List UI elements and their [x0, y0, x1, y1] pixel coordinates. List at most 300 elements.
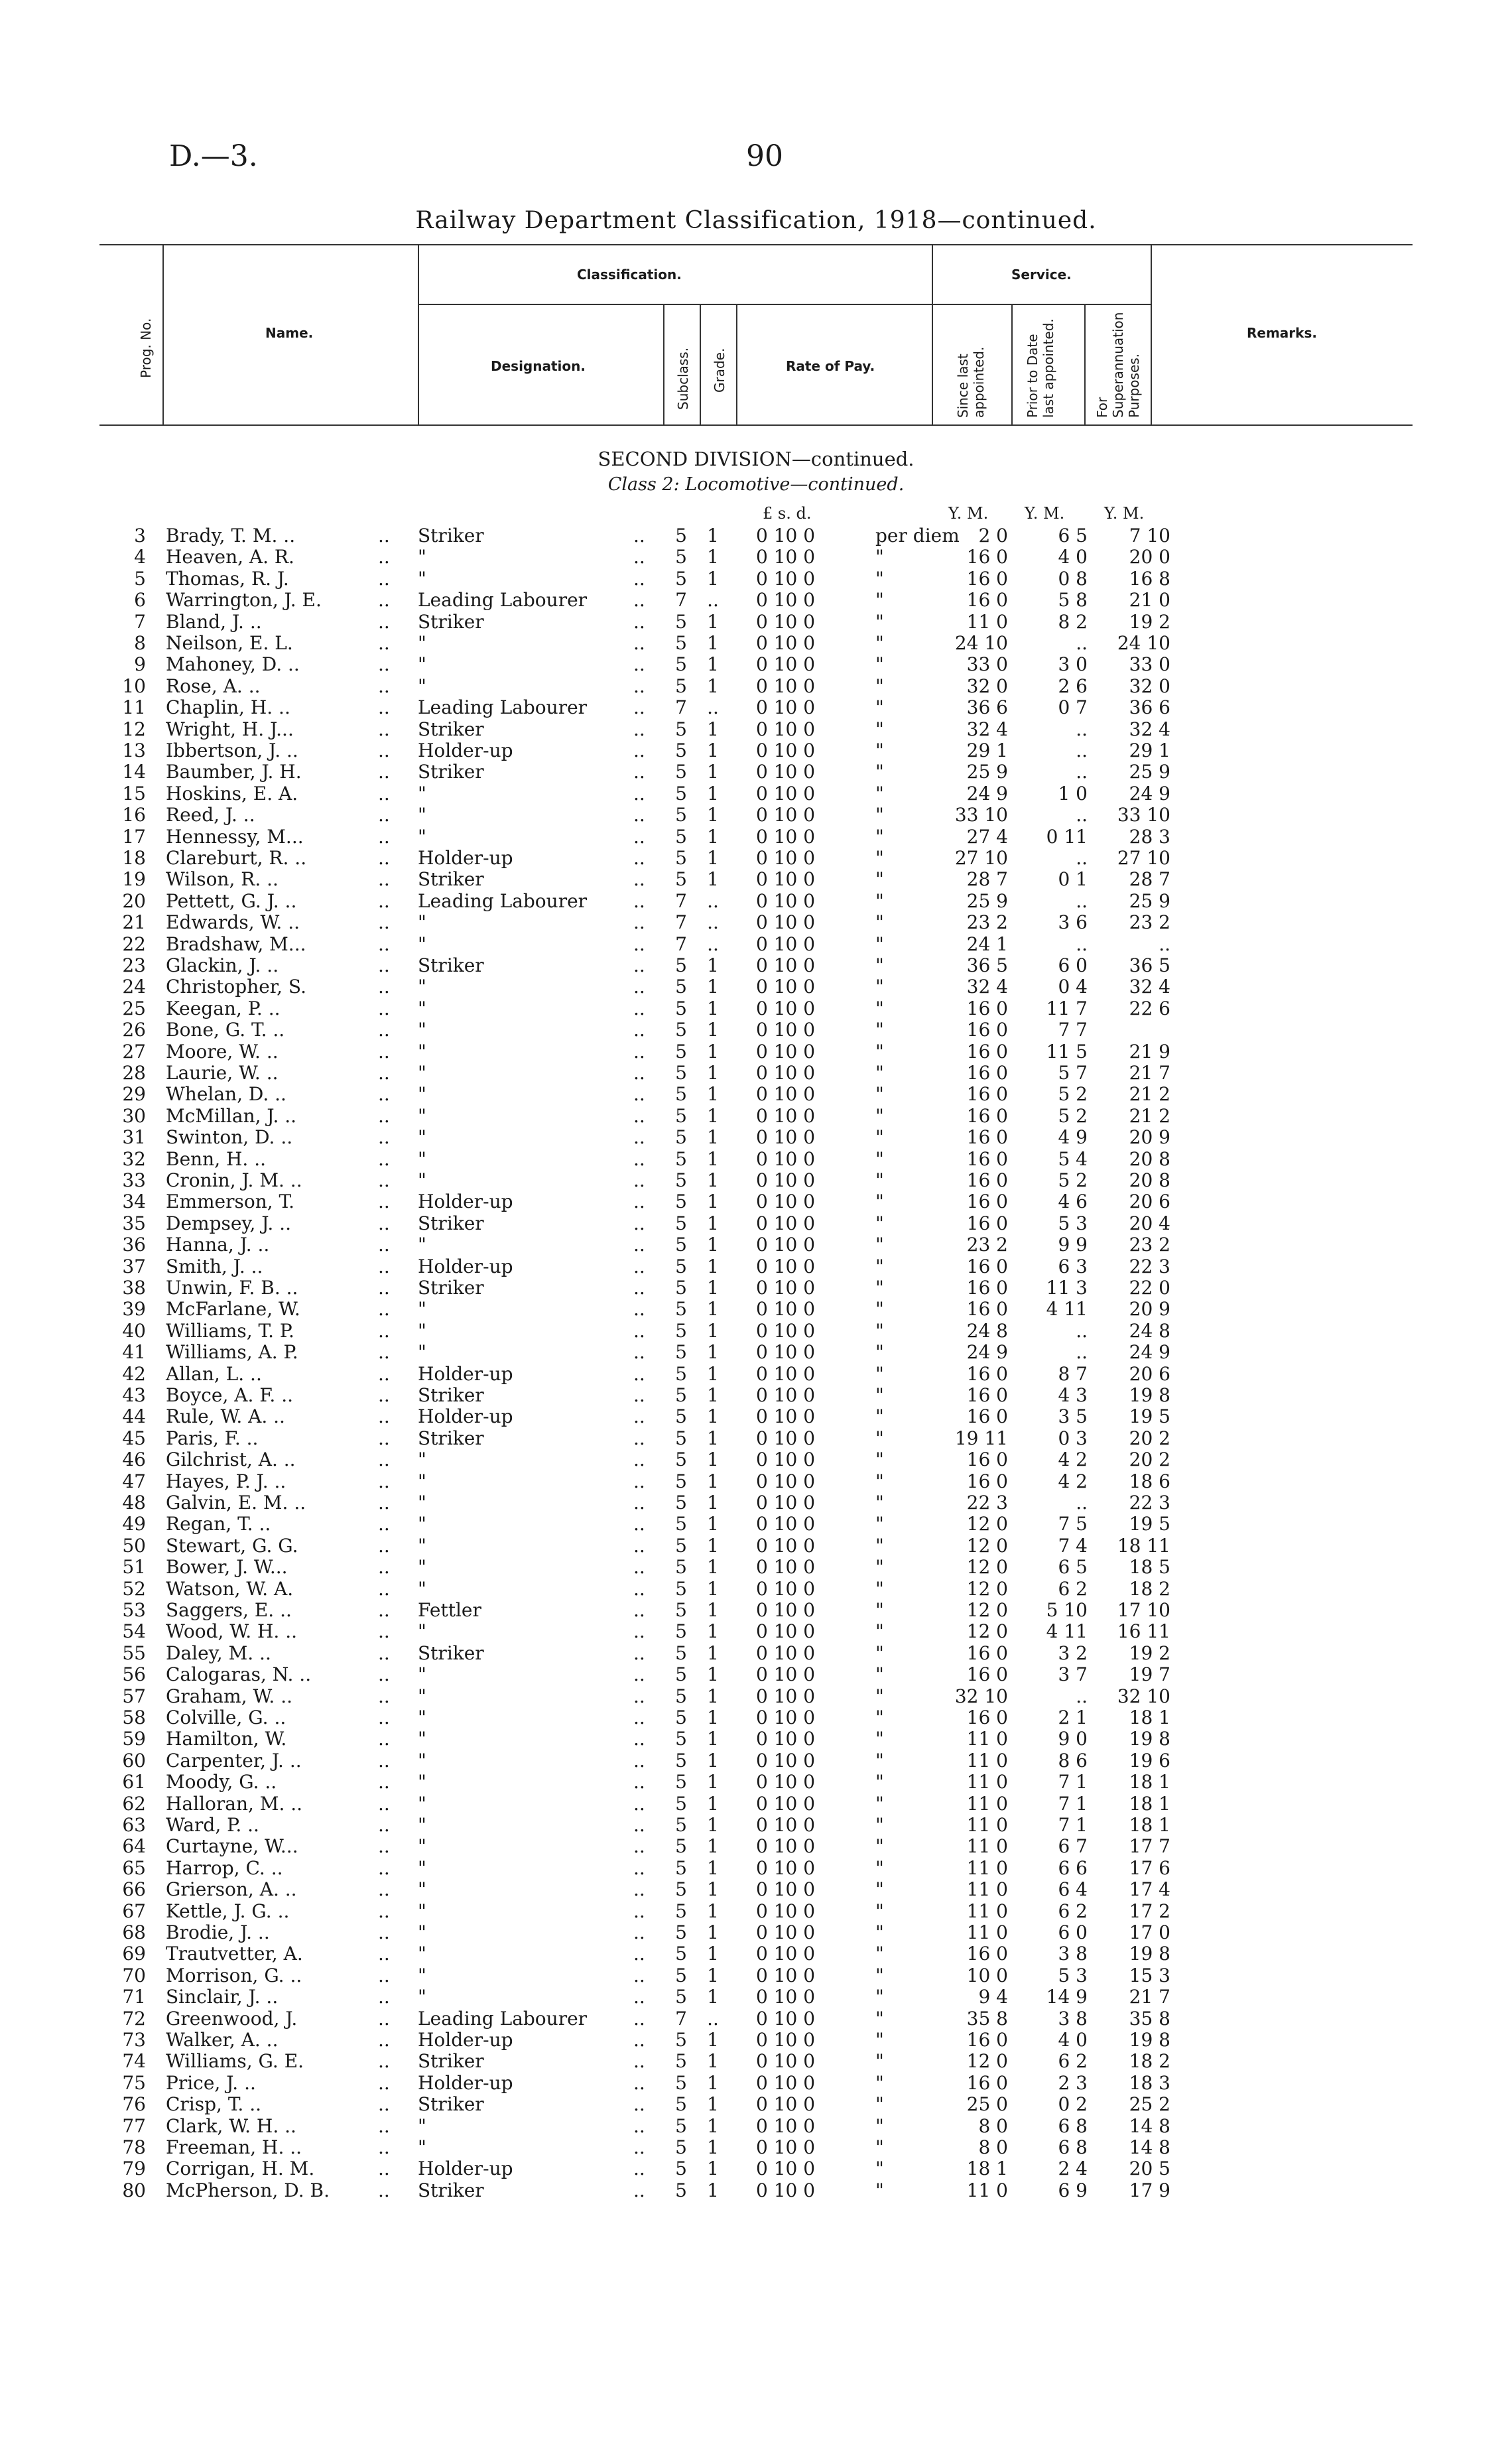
- rate-of-pay: 0 10 0: [756, 1835, 816, 1858]
- pay-period: ": [875, 1792, 884, 1815]
- service-since-last: 11 0: [966, 1921, 1008, 1943]
- subclass: 7: [675, 2007, 687, 2030]
- money-units: £ s. d.: [763, 504, 812, 523]
- service-superannuation: 36 5: [1129, 954, 1170, 976]
- table-row: [0, 955, 1512, 976]
- service-since-last: 9 4: [978, 1986, 1008, 2008]
- service-prior: 6 4: [1058, 1878, 1088, 1901]
- table-row: [0, 1793, 1512, 1815]
- table-row: [0, 976, 1512, 998]
- grade: 1: [707, 1900, 719, 1922]
- pay-period: ": [875, 1147, 884, 1170]
- leader-dots: ..: [378, 1921, 390, 1943]
- prog-number: 18: [122, 847, 146, 869]
- prog-number: 38: [122, 1277, 146, 1299]
- rate-of-pay: 0 10 0: [756, 2114, 816, 2137]
- employee-name: Neilson, E. L.: [166, 632, 293, 654]
- designation: Leading Labourer: [418, 889, 588, 912]
- employee-name: Williams, G. E.: [166, 2050, 304, 2073]
- employee-name: Moody, G. ..: [166, 1771, 277, 1793]
- designation: ": [418, 1728, 426, 1750]
- service-superannuation: 18 11: [1117, 1534, 1170, 1557]
- leader-dots: ..: [633, 889, 645, 912]
- service-prior: 5 2: [1058, 1169, 1088, 1191]
- leader-dots: ..: [378, 1707, 390, 1728]
- service-superannuation: 20 2: [1129, 1427, 1170, 1449]
- rate-of-pay: 0 10 0: [756, 1856, 816, 1879]
- pay-period: ": [875, 1104, 884, 1127]
- table-row: [0, 848, 1512, 869]
- subclass: 5: [675, 525, 687, 547]
- rate-of-pay: 0 10 0: [756, 546, 816, 568]
- pay-period: ": [875, 889, 884, 912]
- service-superannuation: 32 0: [1129, 675, 1170, 697]
- service-superannuation: 19 8: [1129, 2029, 1170, 2051]
- designation: Striker: [418, 2050, 484, 2073]
- service-superannuation: 22 3: [1129, 1492, 1170, 1514]
- service-since-last: 12 0: [966, 1556, 1008, 1579]
- service-since-last: 16 0: [966, 567, 1008, 590]
- rate-of-pay: 0 10 0: [756, 1986, 816, 2008]
- employee-name: Daley, M. ..: [166, 1642, 271, 1664]
- leader-dots: ..: [378, 1986, 390, 2008]
- prog-number: 20: [122, 889, 146, 912]
- employee-name: Heaven, A. R.: [166, 546, 294, 568]
- leader-dots: ..: [633, 1964, 645, 1986]
- designation: ": [418, 1234, 426, 1256]
- rate-of-pay: 0 10 0: [756, 2136, 816, 2158]
- table-row: [0, 1385, 1512, 1406]
- pay-period: ": [875, 1814, 884, 1836]
- rate-of-pay: 0 10 0: [756, 868, 816, 891]
- rate-of-pay: 0 10 0: [756, 889, 816, 912]
- pay-period: ": [875, 1062, 884, 1084]
- service-since-last: 16 0: [966, 1191, 1008, 1213]
- grade: 1: [707, 868, 719, 891]
- subclass: 5: [675, 1986, 687, 2008]
- leader-dots: ..: [378, 1814, 390, 1836]
- service-prior: 3 7: [1058, 1663, 1088, 1686]
- subclass: 5: [675, 675, 687, 697]
- service-since-last: 16 0: [966, 997, 1008, 1019]
- table-row: [0, 547, 1512, 568]
- rate-of-pay: 0 10 0: [756, 2029, 816, 2051]
- leader-dots: ..: [378, 1856, 390, 1879]
- service-superannuation: 35 8: [1129, 2007, 1170, 2030]
- rate-of-pay: 0 10 0: [756, 1492, 816, 1514]
- service-superannuation: 20 6: [1129, 1362, 1170, 1385]
- employee-name: Clark, W. H. ..: [166, 2114, 296, 2137]
- prog-number: 60: [122, 1749, 146, 1772]
- leader-dots: ..: [378, 1685, 390, 1707]
- rate-of-pay: 0 10 0: [756, 1341, 816, 1364]
- table-row: [0, 1686, 1512, 1707]
- service-superannuation: 25 9: [1129, 761, 1170, 783]
- pay-period: ": [875, 1986, 884, 2008]
- service-prior: 6 0: [1058, 954, 1088, 976]
- rate-of-pay: 0 10 0: [756, 632, 816, 654]
- table-row: [0, 1901, 1512, 1922]
- service-since-last: 16 0: [966, 1298, 1008, 1321]
- pay-period: ": [875, 589, 884, 612]
- leader-dots: ..: [633, 1277, 645, 1299]
- table-row: [0, 1041, 1512, 1063]
- service-superannuation: 21 7: [1129, 1986, 1170, 2008]
- pay-period: ": [875, 1405, 884, 1428]
- service-prior: 3 2: [1058, 1642, 1088, 1664]
- pay-period: ": [875, 2136, 884, 2158]
- service-prior: 3 8: [1058, 1943, 1088, 1965]
- leader-dots: ..: [633, 911, 645, 934]
- prog-number: 30: [122, 1104, 146, 1127]
- prog-number: 19: [122, 868, 146, 891]
- subclass: 5: [675, 1319, 687, 1342]
- leader-dots: ..: [378, 1040, 390, 1063]
- rate-of-pay: 0 10 0: [756, 718, 816, 740]
- grade: 1: [707, 761, 719, 783]
- table-row: [0, 1170, 1512, 1191]
- subclass: 5: [675, 1749, 687, 1772]
- grade: 1: [707, 1986, 719, 2008]
- prog-number: 66: [122, 1878, 146, 1901]
- leader-dots: ..: [378, 1405, 390, 1428]
- employee-name: Sinclair, J. ..: [166, 1986, 279, 2008]
- employee-name: Laurie, W. ..: [166, 1062, 279, 1084]
- service-prior: 4 11: [1046, 1620, 1088, 1643]
- prog-number: 48: [122, 1492, 146, 1514]
- leader-dots: ..: [633, 1685, 645, 1707]
- leader-dots: ..: [378, 2071, 390, 2094]
- col-divider: [700, 304, 701, 424]
- service-since-last: 25 0: [966, 2093, 1008, 2116]
- pay-period: ": [875, 1298, 884, 1321]
- subclass: 5: [675, 868, 687, 891]
- leader-dots: ..: [633, 1040, 645, 1063]
- service-since-last: 11 0: [966, 1835, 1008, 1858]
- subclass: 5: [675, 1234, 687, 1256]
- rate-of-pay: 0 10 0: [756, 1169, 816, 1191]
- prog-number: 52: [122, 1577, 146, 1600]
- table-row: [0, 1191, 1512, 1212]
- designation: ": [418, 1943, 426, 1965]
- designation: ": [418, 933, 426, 955]
- leader-dots: ..: [633, 1191, 645, 1213]
- pay-period: ": [875, 1470, 884, 1492]
- pay-period: ": [875, 1642, 884, 1664]
- prog-number: 43: [122, 1384, 146, 1406]
- rate-of-pay: 0 10 0: [756, 1319, 816, 1342]
- grade: ..: [707, 696, 719, 719]
- prog-number: 73: [122, 2029, 146, 2051]
- rate-of-pay: 0 10 0: [756, 997, 816, 1019]
- grade: 1: [707, 1620, 719, 1643]
- service-superannuation: 20 8: [1129, 1147, 1170, 1170]
- service-since-last: 16 0: [966, 1040, 1008, 1063]
- rate-of-pay: 0 10 0: [756, 1620, 816, 1643]
- leader-dots: ..: [633, 804, 645, 826]
- designation: ": [418, 1104, 426, 1127]
- service-prior: 3 5: [1058, 1405, 1088, 1428]
- rate-of-pay: 0 10 0: [756, 1277, 816, 1299]
- grade: 1: [707, 2179, 719, 2201]
- leader-dots: ..: [633, 1513, 645, 1535]
- header-service: Service.: [1011, 267, 1072, 283]
- table-row: [0, 1943, 1512, 1965]
- rate-of-pay: 0 10 0: [756, 1814, 816, 1836]
- designation: ": [418, 976, 426, 998]
- table-row: [0, 1707, 1512, 1728]
- employee-name: Allan, L. ..: [166, 1362, 262, 1385]
- employee-name: Bland, J. ..: [166, 610, 262, 633]
- employee-name: Emmerson, T.: [166, 1191, 295, 1213]
- service-prior: 5 10: [1046, 1599, 1088, 1621]
- leader-dots: ..: [378, 1943, 390, 1965]
- leader-dots: ..: [378, 1298, 390, 1321]
- table-row: [0, 2158, 1512, 2179]
- service-superannuation: 18 2: [1129, 2050, 1170, 2073]
- designation: Striker: [418, 954, 484, 976]
- prog-number: 63: [122, 1814, 146, 1836]
- service-prior: 0 8: [1058, 567, 1088, 590]
- service-prior: 2 6: [1058, 675, 1088, 697]
- pay-period: ": [875, 1040, 884, 1063]
- employee-name: McMillan, J. ..: [166, 1104, 297, 1127]
- service-prior: 9 0: [1058, 1728, 1088, 1750]
- employee-name: Baumber, J. H.: [166, 761, 302, 783]
- pay-period: ": [875, 1427, 884, 1449]
- prog-number: 47: [122, 1470, 146, 1492]
- subclass: 5: [675, 976, 687, 998]
- service-prior: ..: [1076, 761, 1088, 783]
- rate-of-pay: 0 10 0: [756, 2158, 816, 2180]
- designation: Leading Labourer: [418, 2007, 588, 2030]
- service-superannuation: 20 8: [1129, 1169, 1170, 1191]
- table-row: [0, 1084, 1512, 1105]
- rate-of-pay: 0 10 0: [756, 1234, 816, 1256]
- service-since-last: 16 0: [966, 1707, 1008, 1728]
- service-superannuation: 18 1: [1129, 1814, 1170, 1836]
- subclass: 5: [675, 1792, 687, 1815]
- subclass: 5: [675, 1277, 687, 1299]
- service-prior: 4 6: [1058, 1191, 1088, 1213]
- pay-period: ": [875, 1083, 884, 1106]
- leader-dots: ..: [633, 1835, 645, 1858]
- service-superannuation: 20 6: [1129, 1191, 1170, 1213]
- designation: ": [418, 1169, 426, 1191]
- employee-name: Brodie, J. ..: [166, 1921, 270, 1943]
- service-since-last: 16 0: [966, 1104, 1008, 1127]
- leader-dots: ..: [378, 2114, 390, 2137]
- prog-number: 65: [122, 1856, 146, 1879]
- subclass: 5: [675, 1835, 687, 1858]
- employee-name: Walker, A. ..: [166, 2029, 279, 2051]
- employee-name: Colville, G. ..: [166, 1707, 286, 1728]
- col-divider: [162, 244, 164, 424]
- employee-name: Calogaras, N. ..: [166, 1663, 312, 1686]
- grade: 1: [707, 740, 719, 761]
- grade: 1: [707, 1362, 719, 1385]
- table-row: [0, 1621, 1512, 1642]
- prog-number: 4: [134, 546, 146, 568]
- table-row: [0, 612, 1512, 633]
- leader-dots: ..: [633, 1492, 645, 1514]
- table-row: [0, 1019, 1512, 1041]
- grade: 1: [707, 1319, 719, 1342]
- subsection-heading: Class 2: Locomotive—continued.: [607, 474, 905, 495]
- grade: 1: [707, 1835, 719, 1858]
- header-remarks: Remarks.: [1247, 325, 1317, 341]
- designation: ": [418, 1556, 426, 1579]
- leader-dots: ..: [633, 1749, 645, 1772]
- subclass: 5: [675, 804, 687, 826]
- leader-dots: ..: [633, 1449, 645, 1471]
- leader-dots: ..: [378, 525, 390, 547]
- leader-dots: ..: [378, 933, 390, 955]
- rate-of-pay: 0 10 0: [756, 1147, 816, 1170]
- pay-period: ": [875, 825, 884, 848]
- subclass: 5: [675, 1620, 687, 1643]
- designation: ": [418, 2136, 426, 2158]
- employee-name: Kettle, J. G. ..: [166, 1900, 290, 1922]
- service-since-last: 11 0: [966, 1900, 1008, 1922]
- rate-of-pay: 0 10 0: [756, 933, 816, 955]
- service-since-last: 27 10: [954, 847, 1008, 869]
- leader-dots: ..: [378, 804, 390, 826]
- leader-dots: ..: [378, 782, 390, 805]
- subclass: 5: [675, 1771, 687, 1793]
- leader-dots: ..: [633, 1943, 645, 1965]
- service-superannuation: 32 4: [1129, 718, 1170, 740]
- prog-number: 11: [122, 696, 146, 719]
- rate-of-pay: 0 10 0: [756, 1943, 816, 1965]
- subclass: 5: [675, 1427, 687, 1449]
- pay-period: ": [875, 2093, 884, 2116]
- grade: 1: [707, 1470, 719, 1492]
- prog-number: 51: [122, 1556, 146, 1579]
- subclass: 5: [675, 1191, 687, 1213]
- prog-number: 76: [122, 2093, 146, 2116]
- leader-dots: ..: [378, 589, 390, 612]
- service-since-last: 11 0: [966, 2179, 1008, 2201]
- service-superannuation: 20 5: [1129, 2158, 1170, 2180]
- service-prior: 6 0: [1058, 1921, 1088, 1943]
- leader-dots: ..: [633, 997, 645, 1019]
- table-row: [0, 1750, 1512, 1772]
- leader-dots: ..: [633, 1062, 645, 1084]
- grade: 1: [707, 1492, 719, 1514]
- table-row: [0, 1406, 1512, 1427]
- designation: Leading Labourer: [418, 696, 588, 719]
- pay-period: ": [875, 740, 884, 761]
- rate-of-pay: 0 10 0: [756, 1900, 816, 1922]
- prog-number: 80: [122, 2179, 146, 2201]
- service-since-last: 12 0: [966, 1599, 1008, 1621]
- prog-number: 40: [122, 1319, 146, 1342]
- leader-dots: ..: [633, 976, 645, 998]
- leader-dots: ..: [633, 1126, 645, 1149]
- service-superannuation: ..: [1159, 933, 1170, 955]
- service-since-last: 23 2: [966, 911, 1008, 934]
- service-prior: 3 0: [1058, 653, 1088, 676]
- designation: ": [418, 2114, 426, 2137]
- designation: ": [418, 1341, 426, 1364]
- employee-name: Unwin, F. B. ..: [166, 1277, 298, 1299]
- rate-of-pay: 0 10 0: [756, 1083, 816, 1106]
- employee-name: Greenwood, J.: [166, 2007, 298, 2030]
- leader-dots: ..: [633, 1900, 645, 1922]
- service-superannuation: 22 0: [1129, 1277, 1170, 1299]
- pay-period: ": [875, 1513, 884, 1535]
- employee-name: Hennessy, M...: [166, 825, 304, 848]
- leader-dots: ..: [378, 1319, 390, 1342]
- service-prior: 5 2: [1058, 1083, 1088, 1106]
- service-prior: ..: [1076, 889, 1088, 912]
- leader-dots: ..: [378, 696, 390, 719]
- prog-number: 74: [122, 2050, 146, 2073]
- subclass: 5: [675, 546, 687, 568]
- prog-number: 41: [122, 1341, 146, 1364]
- pay-period: ": [875, 1921, 884, 1943]
- leader-dots: ..: [633, 610, 645, 633]
- service-since-last: 32 0: [966, 675, 1008, 697]
- table-row: [0, 1256, 1512, 1277]
- leader-dots: ..: [633, 868, 645, 891]
- service-since-last: 36 5: [966, 954, 1008, 976]
- prog-number: 6: [134, 589, 146, 612]
- rate-of-pay: 0 10 0: [756, 761, 816, 783]
- prog-number: 25: [122, 997, 146, 1019]
- service-superannuation: 18 5: [1129, 1556, 1170, 1579]
- table-row: [0, 1127, 1512, 1148]
- designation: Holder-up: [418, 740, 513, 761]
- leader-dots: ..: [633, 696, 645, 719]
- service-prior: 3 8: [1058, 2007, 1088, 2030]
- leader-dots: ..: [633, 1212, 645, 1234]
- designation: ": [418, 632, 426, 654]
- service-prior: 0 7: [1058, 696, 1088, 719]
- prog-number: 26: [122, 1019, 146, 1041]
- service-superannuation: 15 3: [1129, 1964, 1170, 1986]
- pay-period: ": [875, 1771, 884, 1793]
- employee-name: Hayes, P. J. ..: [166, 1470, 286, 1492]
- leader-dots: ..: [378, 1083, 390, 1106]
- col-divider: [1084, 304, 1086, 424]
- grade: 1: [707, 1943, 719, 1965]
- employee-name: Ward, P. ..: [166, 1814, 259, 1836]
- leader-dots: ..: [633, 2029, 645, 2051]
- pay-period: ": [875, 1728, 884, 1750]
- service-superannuation: 25 9: [1129, 889, 1170, 912]
- subclass: 5: [675, 1921, 687, 1943]
- leader-dots: ..: [633, 1878, 645, 1901]
- service-prior: 5 4: [1058, 1147, 1088, 1170]
- service-since-last: 16 0: [966, 1062, 1008, 1084]
- leader-dots: ..: [633, 1792, 645, 1815]
- table-row: [0, 676, 1512, 697]
- leader-dots: ..: [378, 889, 390, 912]
- prog-number: 70: [122, 1964, 146, 1986]
- leader-dots: ..: [378, 1019, 390, 1041]
- leader-dots: ..: [378, 976, 390, 998]
- service-prior: 0 11: [1046, 825, 1088, 848]
- designation: ": [418, 1040, 426, 1063]
- pay-period: ": [875, 546, 884, 568]
- table-row: [0, 1213, 1512, 1234]
- table-row: [0, 654, 1512, 675]
- designation: Striker: [418, 610, 484, 633]
- prog-number: 59: [122, 1728, 146, 1750]
- prog-number: 45: [122, 1427, 146, 1449]
